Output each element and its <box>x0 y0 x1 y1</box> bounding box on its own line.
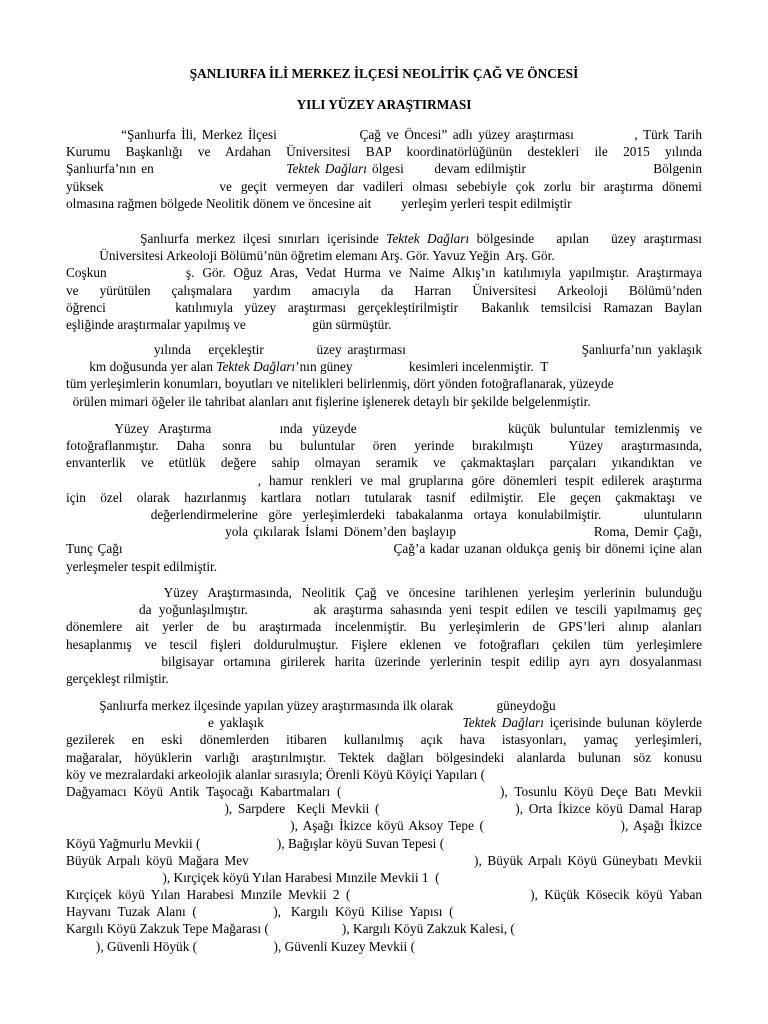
paragraph-line: ), Sarpdere Keçli Mevkii ( ), Orta İkizce köyü Damal Harap <box>66 801 702 817</box>
paragraph-line: eşliğinde araştırmalar yapılmış ve gün sürmüştür. <box>66 316 392 332</box>
paragraph-line: öğrenci katılımıyla yüzey araştırması gerçekleştirilmiştir Bakanlık temsilcisi Ramazan Baylan <box>66 299 702 315</box>
paragraph-line: Üniversitesi Arkeoloji Bölümü’nün öğretim elemanı Arş. Gör. Yavuz Yeğin Arş. Gör. <box>66 248 555 264</box>
paragraph-line: dönemlere ait yerler de bu araştırmada incelenmiştir. Bu yerleşimlerin de GPS’leri alınıp alanları <box>66 619 702 635</box>
paragraph-line: Kurumu Başkanlığı ve Ardahan Üniversitesi BAP koordinatörlüğünün destekleri ile 2015 yılında <box>66 144 702 160</box>
paragraph-line <box>66 714 702 731</box>
paragraph-line <box>66 160 702 177</box>
paragraph-line: Yüzey Araştırma ında yüzeyde küçük buluntular temizlenmiş ve <box>66 421 702 436</box>
paragraph-line: yerleşmeler tespit edilmiştir. <box>66 558 218 574</box>
paragraph-line: Tunç Çağı Çağ’a kadar uzanan oldukça geniş bir dönemi içine alan <box>66 541 702 557</box>
paragraph-line: gezilerek en eski dönemlerden itibaren kullanılmış açık hava istasyonları, yamaç yerleşimleri, <box>66 732 702 748</box>
paragraph-2 <box>66 230 702 333</box>
paragraph-line: Hayvanı Tuzak Alanı ( ), Kargılı Köyü Kilise Yapısı ( <box>66 904 454 920</box>
paragraph-line: tüm yerleşimlerin konumları, boyutları ve nitelikleri belirlenmiş, dört yönden fotoğraflanarak, yüzeyde <box>66 376 614 392</box>
paragraph-line: yola çıkılarak İslami Dönem’den başlayıp Roma, Demir Çağı, <box>66 524 702 540</box>
text-segment: km doğusunda yer alan <box>66 359 217 375</box>
paragraph-line: , hamur renkleri ve mal gruplarına göre dönemleri tespit edilerek araştırma <box>66 472 702 488</box>
paragraph-line: ve yürütülen çalışmalara yardım amacıyla da Harran Üniversitesi Arkeoloji Bölümü’nden <box>66 282 702 298</box>
paragraph-line: “Şanlıurfa İli, Merkez İlçesi Çağ ve Öncesi” adlı yüzey araştırması , Türk Tarih <box>66 127 702 142</box>
text-segment: ’nın güney kesimleri incelenmiştir. T <box>295 359 549 375</box>
paragraph-line: fotoğraflanmıştır. Daha sonra bu buluntular ören yerinde bırakılmıştı Yüzey araştırmasında, <box>66 438 702 454</box>
document-title-line-2: YILI YÜZEY ARAŞTIRMASI <box>296 97 472 112</box>
paragraph-line: gerçekleşt rilmiştir. <box>66 670 169 686</box>
paragraph-line: değerlendirmelerine göre yerleşimlerdeki tabakalanma ortaya konulabilmiştir. uluntuların <box>66 506 702 522</box>
paragraph-line: Büyük Arpalı köyü Mağara Mev ), Büyük Arpalı Köyü Güneybatı Mevkii <box>66 852 702 868</box>
paragraph-1 <box>66 126 702 212</box>
paragraph-line: ), Kırçiçek köyü Yılan Harabesi Mınzile Mevkii 1 ( <box>66 869 440 885</box>
paragraph-line: olmasına rağmen bölgede Neolitik dönem ve öncesine ait yerleşim yerleri tespit edilmiştir <box>66 195 572 211</box>
paragraph-line <box>66 230 702 247</box>
italic-place-name: Tektek Dağları <box>286 161 367 177</box>
paragraph-line: envanterlik ve etütlük değere sahip olmayan seramik ve çakmaktaşları parçaları yıkandıktan ve <box>66 455 702 471</box>
paragraph-5 <box>66 584 702 687</box>
italic-place-name: Tektek Dağları <box>386 231 470 246</box>
text-segment: e yaklaşık <box>66 715 463 731</box>
paragraph-line: örülen mimari öğeler ile tahribat alanları anıt fişlerine işlenerek detaylı bir şekilde belgelenmiştir. <box>66 393 591 409</box>
paragraph-6 <box>66 697 702 955</box>
paragraph-3 <box>66 341 702 410</box>
paragraph-line: Coşkun ş. Gör. Oğuz Aras, Vedat Hurma ve Naime Alkış’ın katılımıyla yapılmıştır. Araştırmaya <box>66 265 702 281</box>
paragraph-line: ), Güvenli Höyük ( ), Güvenli Kuzey Mevkii ( <box>66 938 415 954</box>
paragraph-line: için özel olarak hazırlanmış kartlara notları tutularak tasnif edilmiştir. Ele geçen çakmaktaşı ve <box>66 489 702 505</box>
paragraph-4 <box>66 420 702 575</box>
text-segment: ölgesi devam edilmiştir Bölgenin <box>366 161 702 177</box>
paragraph-line: yüksek ve geçit vermeyen dar vadileri olması sebebiyle çok zorlu bir araştırma dönemi <box>66 178 702 194</box>
paragraph-line: Kargılı Köyü Zakzuk Tepe Mağarası ( ), Kargılı Köyü Zakzuk Kalesi, ( <box>66 921 515 937</box>
text-segment: bölgesinde apılan üzey araştırması <box>469 231 702 246</box>
paragraph-line: yılında erçekleştir üzey araştırması Şanlıurfa’nın yaklaşık <box>66 342 702 357</box>
paragraph-line <box>66 358 702 375</box>
paragraph-line: ), Aşağı İkizce köyü Aksoy Tepe ( ), Aşağı İkizce <box>66 818 702 834</box>
paragraph-line: Yüzey Araştırmasında, Neolitik Çağ ve öncesine tarihlenen yerleşim yerlerinin bulunduğu <box>66 585 702 600</box>
paragraph-line: Şanlıurfa merkez ilçesinde yapılan yüzey araştırmasında ilk olarak güneydoğu <box>66 698 556 713</box>
paragraph-line: mağaralar, höyüklerin varlığı araştırılmıştır. Tektek dağları bölgesindeki alanlarda bulunan söz konusu <box>66 749 702 765</box>
italic-place-name: Tektek Dağları <box>462 715 544 731</box>
paragraph-line: Köyü Yağmurlu Mevkii ( ), Bağışlar köyü Suvan Tepesi ( <box>66 835 445 851</box>
text-segment: Şanlıurfa’nın en <box>66 161 287 177</box>
italic-place-name: Tektek Dağları <box>216 359 296 375</box>
paragraph-line: da yoğunlaşılmıştır. ak araştırma sahasında yeni tespit edilen ve tescili yapılmamış geç <box>66 602 702 618</box>
text-segment: içerisinde bulunan köylerde <box>543 715 702 731</box>
paragraph-line: Kırçiçek köyü Yılan Harabesi Mınzile Mevkii 2 ( ), Küçük Kösecik köyü Yaban <box>66 887 702 903</box>
paragraph-line: köy ve mezralardaki arkeolojik alanlar sırasıyla; Örenli Köyü Köyiçi Yapıları ( <box>66 766 486 782</box>
paragraph-line: Dağyamacı Köyü Antik Taşocağı Kabartmaları ( ), Tosunlu Köyü Deçe Batı Mevkii <box>66 783 702 799</box>
document-title-line-1: ŞANLIURFA İLİ MERKEZ İLÇESİ NEOLİTİK ÇAĞ VE ÖNCESİ <box>189 66 579 81</box>
text-segment: Şanlıurfa merkez ilçesi sınırları içerisinde <box>66 231 387 246</box>
paragraph-line: bilgisayar ortamına girilerek harita üzerinde yerlerinin tespit edilip ayrı ayrı dosyalanması <box>66 653 702 669</box>
paragraph-line: hesaplanmış ve tescil fişleri doldurulmuştur. Fişlere eklenen ve fotoğrafları çekilen tüm yerleşimlere <box>66 636 702 652</box>
